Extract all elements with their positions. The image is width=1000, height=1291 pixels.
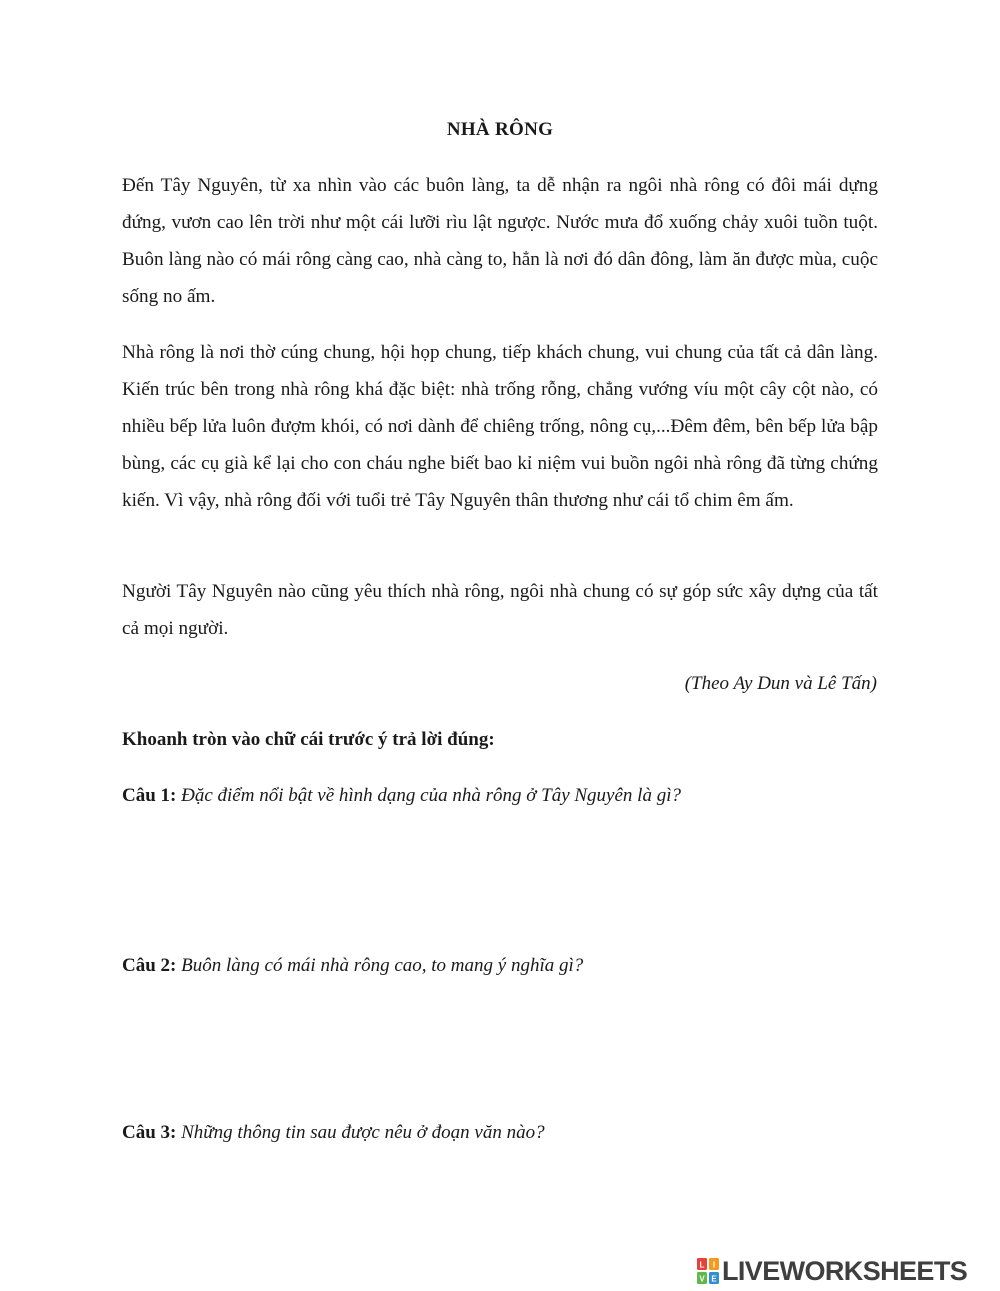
liveworksheets-brand bbox=[697, 1254, 967, 1288]
paragraph-3: Người Tây Nguyên nào cũng yêu thích nhà rông, ngôi nhà chung có sự góp sức xây dựng của tất cả mọi người. bbox=[122, 581, 878, 639]
source-citation: (Theo Ay Dun và Lê Tấn) bbox=[684, 673, 877, 694]
question-3-label: Câu 3: bbox=[122, 1122, 177, 1143]
question-1 bbox=[122, 785, 681, 807]
document-title: NHÀ RÔNG bbox=[446, 119, 554, 140]
question-1-label: Câu 1: bbox=[122, 785, 177, 806]
svg-text:E: E bbox=[711, 1274, 717, 1284]
question-3-text: Những thông tin sau được nêu ở đoạn văn nào? bbox=[181, 1122, 545, 1143]
question-2-text: Buôn làng có mái nhà rông cao, to mang ý nghĩa gì? bbox=[181, 955, 584, 976]
brand-wordmark: LIVEWORKSHEETS bbox=[722, 1255, 968, 1286]
paragraph-1: Đến Tây Nguyên, từ xa nhìn vào các buôn làng, ta dễ nhận ra ngôi nhà rông có đôi mái dựng đứng, vươn cao lên trời như một cái lưỡi rìu lật ngược. Nước mưa đổ xuống chảy xuôi tuồn tuột. Buôn làng nào có mái rông càng cao, nhà càng to, hẳn là nơi đó dân đông, làm ăn được mùa, cuộc sống no ấm. bbox=[122, 175, 878, 307]
liveworksheets-logo-icon bbox=[697, 1258, 719, 1284]
question-2-label: Câu 2: bbox=[122, 955, 177, 976]
svg-text:V: V bbox=[699, 1274, 705, 1284]
svg-text:L: L bbox=[699, 1260, 705, 1270]
paragraph-2: Nhà rông là nơi thờ cúng chung, hội họp chung, tiếp khách chung, vui chung của tất cả dân làng. Kiến trúc bên trong nhà rông khá đặc biệt: nhà trống rỗng, chẳng vướng víu một cây cột nào, có nhiều bếp lửa luôn đượm khói, có nơi dành để chiêng trống, nông cụ,...Đêm đêm, bên bếp lửa bập bùng, các cụ già kể lại cho con cháu nghe biết bao kỉ niệm vui buồn ngôi nhà rông đã từng chứng kiến. Vì vậy, nhà rông đối với tuổi trẻ Tây Nguyên thân thương như cái tổ chim êm ấm. bbox=[122, 342, 878, 511]
question-3 bbox=[122, 1122, 545, 1144]
svg-text:I: I bbox=[712, 1260, 716, 1270]
instruction-heading: Khoanh tròn vào chữ cái trước ý trả lời đúng: bbox=[122, 729, 495, 750]
question-1-text: Đặc điểm nổi bật về hình dạng của nhà rông ở Tây Nguyên là gì? bbox=[181, 785, 681, 806]
question-2 bbox=[122, 955, 583, 977]
